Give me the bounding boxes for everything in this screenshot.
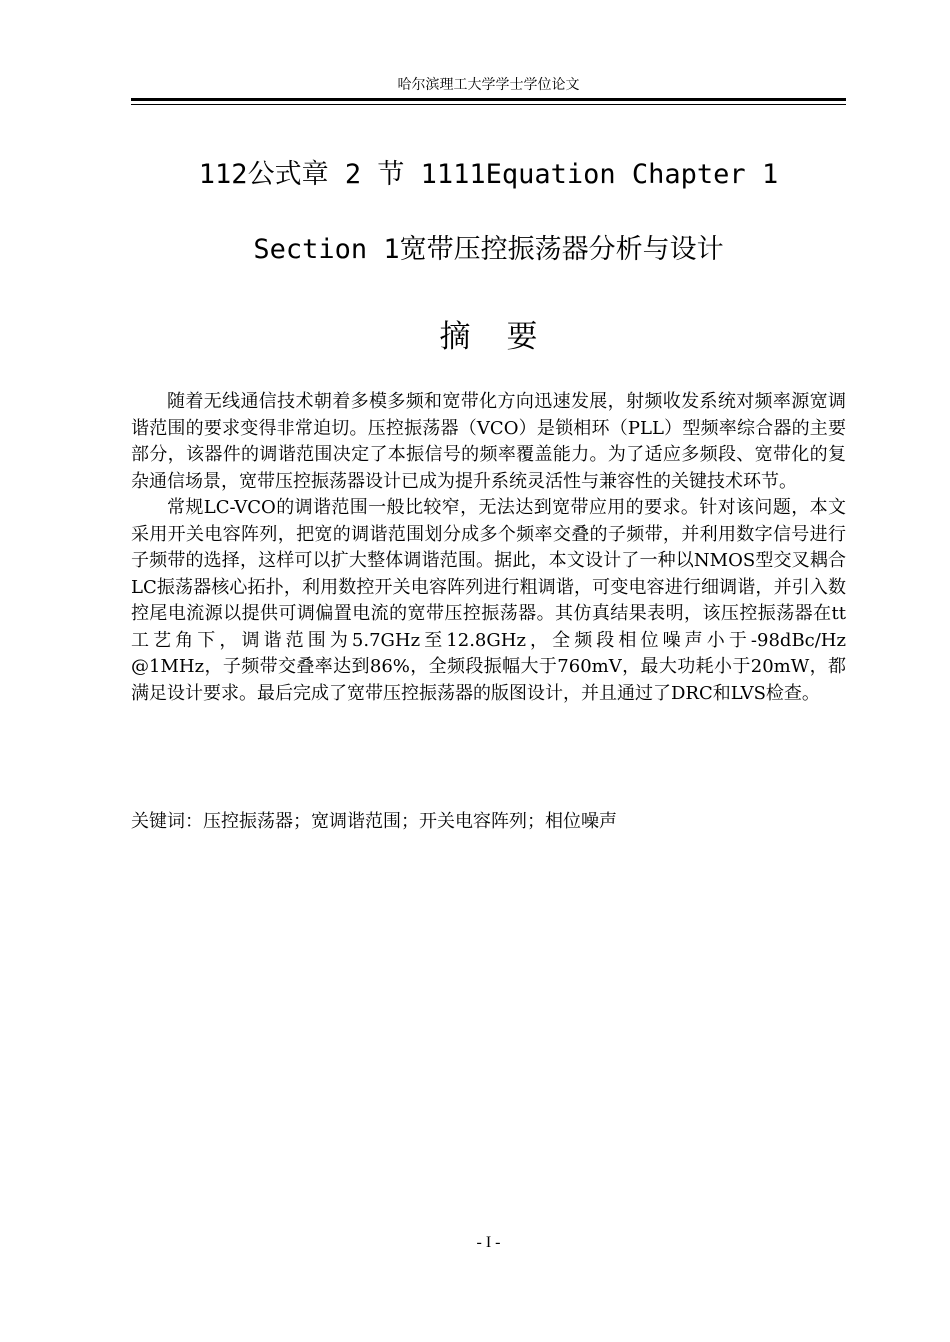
header-rule-thick — [131, 98, 846, 101]
abstract-body — [131, 389, 846, 707]
abstract-paragraph-2: 常规LC-VCO的调谐范围一般比较窄，无法达到宽带应用的要求。针对该问题，本文采用开关电容阵列，把宽的调谐范围划分成多个频率交叠的子频带，并利用数字信号进行子频带的选择，这样可以扩大整体调谐范围。据此，本文设计了一种以NMOS型交叉耦合LC振荡器核心拓扑，利用数控开关电容阵列进行粗调谐，可变电容进行细调谐，并引入数控尾电流源以提供可调偏置电流的宽带压控振荡器。其仿真结果表明，该压控振荡器在tt工艺角下，调谐范围为5.7GHz至12.8GHz，全频段相位噪声小于-98dBc/Hz @1MHz，子频带交叠率达到86%，全频段振幅大于760mV，最大功耗小于20mW，都满足设计要求。最后完成了宽带压控振荡器的版图设计，并且通过了DRC和LVS检查。 — [131, 497, 846, 704]
keywords-text: 压控振荡器；宽调谐范围；开关电容阵列；相位噪声 — [203, 811, 617, 832]
thesis-title — [131, 150, 846, 300]
header-rule-thin — [131, 104, 846, 105]
abstract-paragraph-1: 随着无线通信技术朝着多模多频和宽带化方向迅速发展，射频收发系统对频率源宽调谐范围的要求变得非常迫切。压控振荡器（VCO）是锁相环（PLL）型频率综合器的主要部分，该器件的调谐范围决定了本振信号的频率覆盖能力。为了适应多频段、宽带化的复杂通信场景，宽带压控振荡器设计已成为提升系统灵活性与兼容性的关键技术环节。 — [131, 391, 846, 492]
title-line-1: 112公式章 2 节 1111Equation Chapter 1 — [198, 159, 779, 190]
page-number: - I - — [476, 1234, 501, 1251]
keywords — [131, 809, 846, 835]
title-line-2: Section 1宽带压控振荡器分析与设计 — [253, 234, 724, 265]
keywords-label: 关键词： — [131, 811, 203, 832]
running-header: 哈尔滨理工大学学士学位论文 — [397, 77, 580, 93]
abstract-heading: 摘要 — [439, 319, 574, 355]
